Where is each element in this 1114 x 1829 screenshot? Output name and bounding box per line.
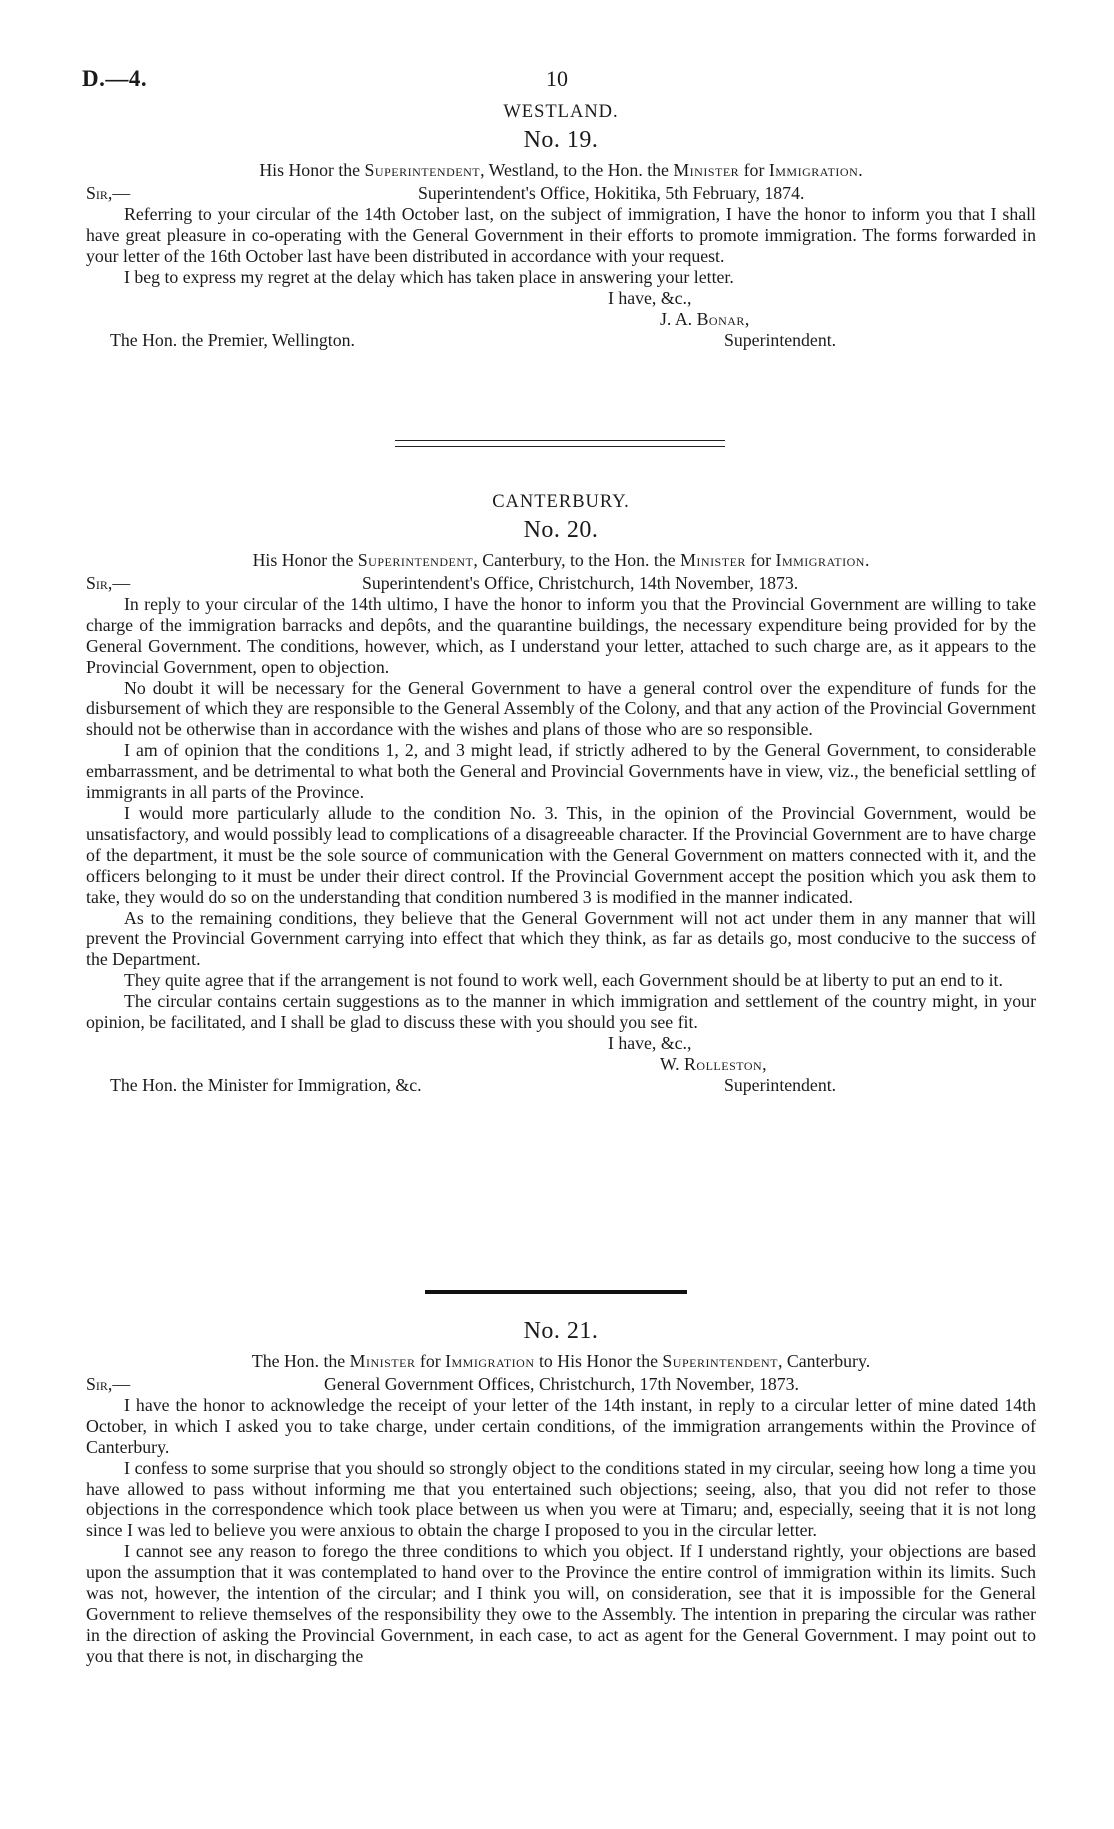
letter-paragraph: In reply to your circular of the 14th ultimo, I have the honor to inform you that the Provincial Government are willing to take charge of the immigration barracks and depôts, and the quarantine buildings, the necessary expenditure being provided for by the General Government. The conditions, however, which, as I understand your letter, attached to such charge are, as it appears to the Provincial Government, open to objection.: [86, 593, 1036, 677]
letter-paragraph: They quite agree that if the arrangement is not found to work well, each Government should be at liberty to put an end to it.: [124, 970, 1003, 991]
signature: W. Rolleston,: [660, 1053, 768, 1074]
letter-no-20: [86, 490, 1036, 1096]
addressee: The Hon. the Minister for Immigration, &c.: [110, 1074, 422, 1095]
letter-no-21: [86, 1315, 1036, 1667]
salutation-line: [86, 183, 1036, 204]
letter-paragraph: I am of opinion that the conditions 1, 2, and 3 might lead, if strictly adhered to by the General Government, to considerable embarrassment, and be detrimental to what both the General and Provincial Governments have in view, viz., the beneficial settling of immigrants in all parts of the Province.: [86, 740, 1036, 803]
signature-block: [86, 1033, 1036, 1096]
sender-address: Superintendent's Office, Hokitika, 5th February, 1874.: [418, 182, 805, 203]
letter-heading: His Honor the Superintendent, Canterbury, to the Hon. the Minister for Immigration.: [252, 550, 870, 570]
addressee: The Hon. the Premier, Wellington.: [110, 329, 355, 350]
letter-paragraph: I beg to express my regret at the delay which has taken place in answering your letter.: [124, 266, 734, 287]
letter-paragraph: I cannot see any reason to forego the three conditions to which you object. If I understand rightly, your objections are based upon the assumption that it was contemplated to hand over to the Province the entire control of immigration within its limits. Such was not, however, the intention of the circular; and I think you will, on consideration, see that it is impossible for the General Government to relieve themselves of the responsibility they owe to the Assembly. The intention in preparing the circular was rather in the direction of asking the Provincial Government, in each case, to act as agent for the General Government. I may point out to you that there is not, in discharging the: [86, 1541, 1036, 1666]
letter-paragraph: No doubt it will be necessary for the General Government to have a general control over the expenditure of funds for the disbursement of which they are responsible to the General Assembly of the Colony, and that any action of the Provincial Government should not be otherwise than in accordance with the wishes and plans of those who are so responsible.: [86, 677, 1036, 740]
salutation: Sir,—: [86, 1373, 131, 1394]
salutation: Sir,—: [86, 182, 131, 203]
section-region: WESTLAND.: [503, 102, 619, 122]
signature: J. A. Bonar,: [660, 308, 750, 329]
letter-paragraph: The circular contains certain suggestions as to the manner in which immigration and settlement of the country might, in your opinion, be facilitated, and I shall be glad to discuss these with you should you see fit.: [86, 991, 1036, 1033]
letter-paragraph: As to the remaining conditions, they believe that the General Government will not act under them in any manner that will prevent the Provincial Government carrying into effect that which they think, as far as details go, most conducive to the success of the Department.: [86, 907, 1036, 970]
sender-address: General Government Offices, Christchurch, 17th November, 1873.: [324, 1373, 799, 1394]
signature-title: Superintendent.: [724, 1074, 837, 1095]
letter-number: No. 19.: [523, 127, 599, 153]
signature-title: Superintendent.: [724, 329, 837, 350]
letter-paragraph: I would more particularly allude to the condition No. 3. This, in the opinion of the Provincial Government, would be unsatisfactory, and would possibly lead to complications of a disagreeable character. If the Provincial Government are to have charge of the department, it must be the sole source of communication with the General Government on matters connected with it, and the officers belonging to it must be under their direct control. If the Provincial Government accept the position which you ask them to take, they would do so on the understanding that condition numbered 3 is modified in the manner indicated.: [86, 802, 1036, 907]
salutation: Sir,—: [86, 572, 131, 593]
salutation-line: [86, 1374, 1036, 1395]
letter-heading: His Honor the Superintendent, Westland, to the Hon. the Minister for Immigration.: [259, 160, 863, 180]
salutation-line: [86, 573, 1036, 594]
section-divider: [395, 440, 725, 447]
letter-paragraph: Referring to your circular of the 14th October last, on the subject of immigration, I have the honor to inform you that I shall have great pleasure in co-operating with the General Government in their efforts to promote immigration. The forms forwarded in your letter of the 16th October last have been distributed in accordance with your request.: [86, 203, 1036, 266]
letter-number: No. 20.: [523, 517, 599, 543]
closing: I have, &c.,: [608, 287, 692, 308]
letter-paragraph: I have the honor to acknowledge the receipt of your letter of the 14th instant, in reply to a circular letter of mine dated 14th October, in which I asked you to take charge, under certain conditions, of the immigration arrangements within the Province of Canterbury.: [86, 1394, 1036, 1457]
letter-heading: The Hon. the Minister for Immigration to His Honor the Superintendent, Canterbury.: [251, 1351, 871, 1371]
signature-block: [86, 288, 1036, 351]
closing: I have, &c.,: [608, 1032, 692, 1053]
letter-number: No. 21.: [523, 1318, 599, 1344]
letter-no-19: [86, 100, 1036, 351]
sender-address: Superintendent's Office, Christchurch, 14th November, 1873.: [362, 572, 799, 593]
page-number: 10: [546, 66, 568, 91]
section-divider: [425, 1290, 687, 1294]
section-region: CANTERBURY.: [492, 492, 630, 512]
letter-paragraph: I confess to some surprise that you should so strongly object to the conditions stated in my circular, seeing how long a time you have allowed to pass without informing me that you entertained such objections; seeing, also, that you did not refer to those objections in the correspondence which took place between us when you were at Timaru; and, especially, seeing that it is not long since I was led to believe you were anxious to obtain the charge I proposed to you in the circular letter.: [86, 1457, 1036, 1541]
document-reference: D.—4.: [82, 66, 148, 91]
